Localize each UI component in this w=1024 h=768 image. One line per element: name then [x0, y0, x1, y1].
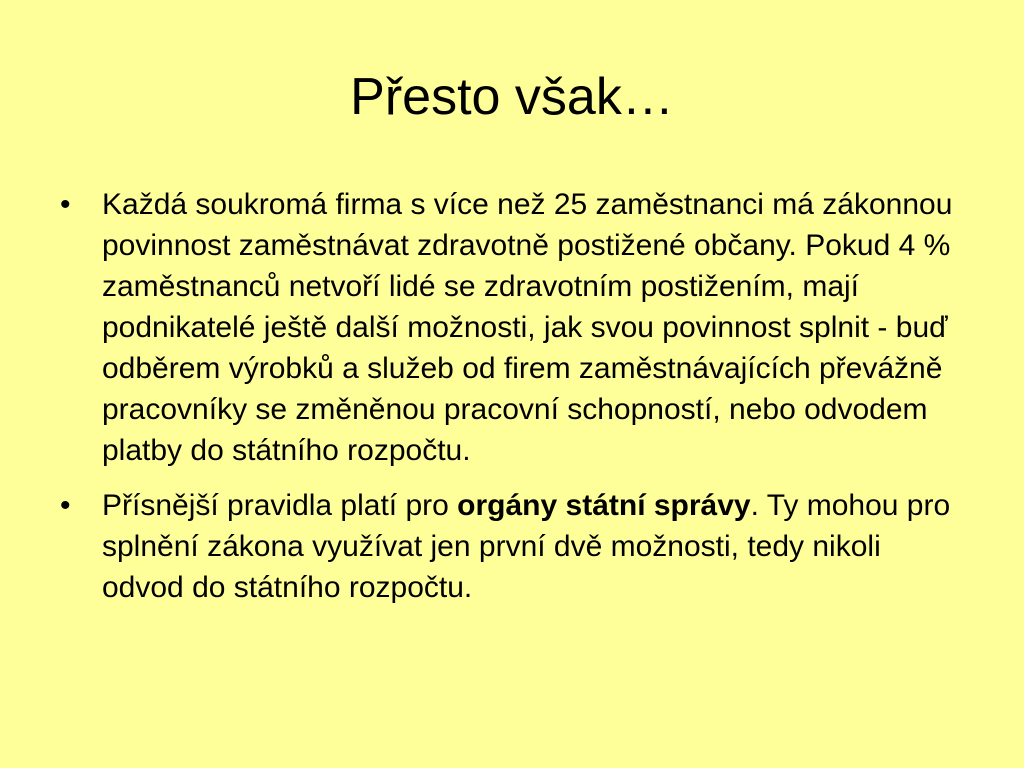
bullet-text-before: Přísnější pravidla platí pro [102, 489, 458, 522]
bullet-marker-icon: • [60, 489, 71, 522]
bullet-item-2 [60, 485, 970, 608]
bullet-item-1 [60, 184, 970, 471]
bullet-list [60, 184, 970, 622]
bullet-marker-icon: • [60, 188, 71, 221]
bullet-text: Každá soukromá firma s více než 25 zaměstnanci má zákonnou povinnost zaměstnávat zdravotně postižené občany. Pokud 4 % zaměstnanců netvoří lidé se zdravotním postižením, mají podnikatelé ještě další možnosti, jak svou povinnost splnit - buď odběrem výrobků a služeb od firem zaměstnávajících převážně pracovníky se změněnou pracovní schopností, nebo odvodem platby do státního rozpočtu. [102, 188, 953, 467]
bullet-text-after: . Ty mohou pro splnění zákona využívat jen první dvě možnosti, tedy nikoli odvod do státního rozpočtu. [102, 489, 951, 604]
bullet-text-bold: orgány státní správy [457, 489, 751, 522]
slide-title: Přesto však… [350, 68, 674, 126]
